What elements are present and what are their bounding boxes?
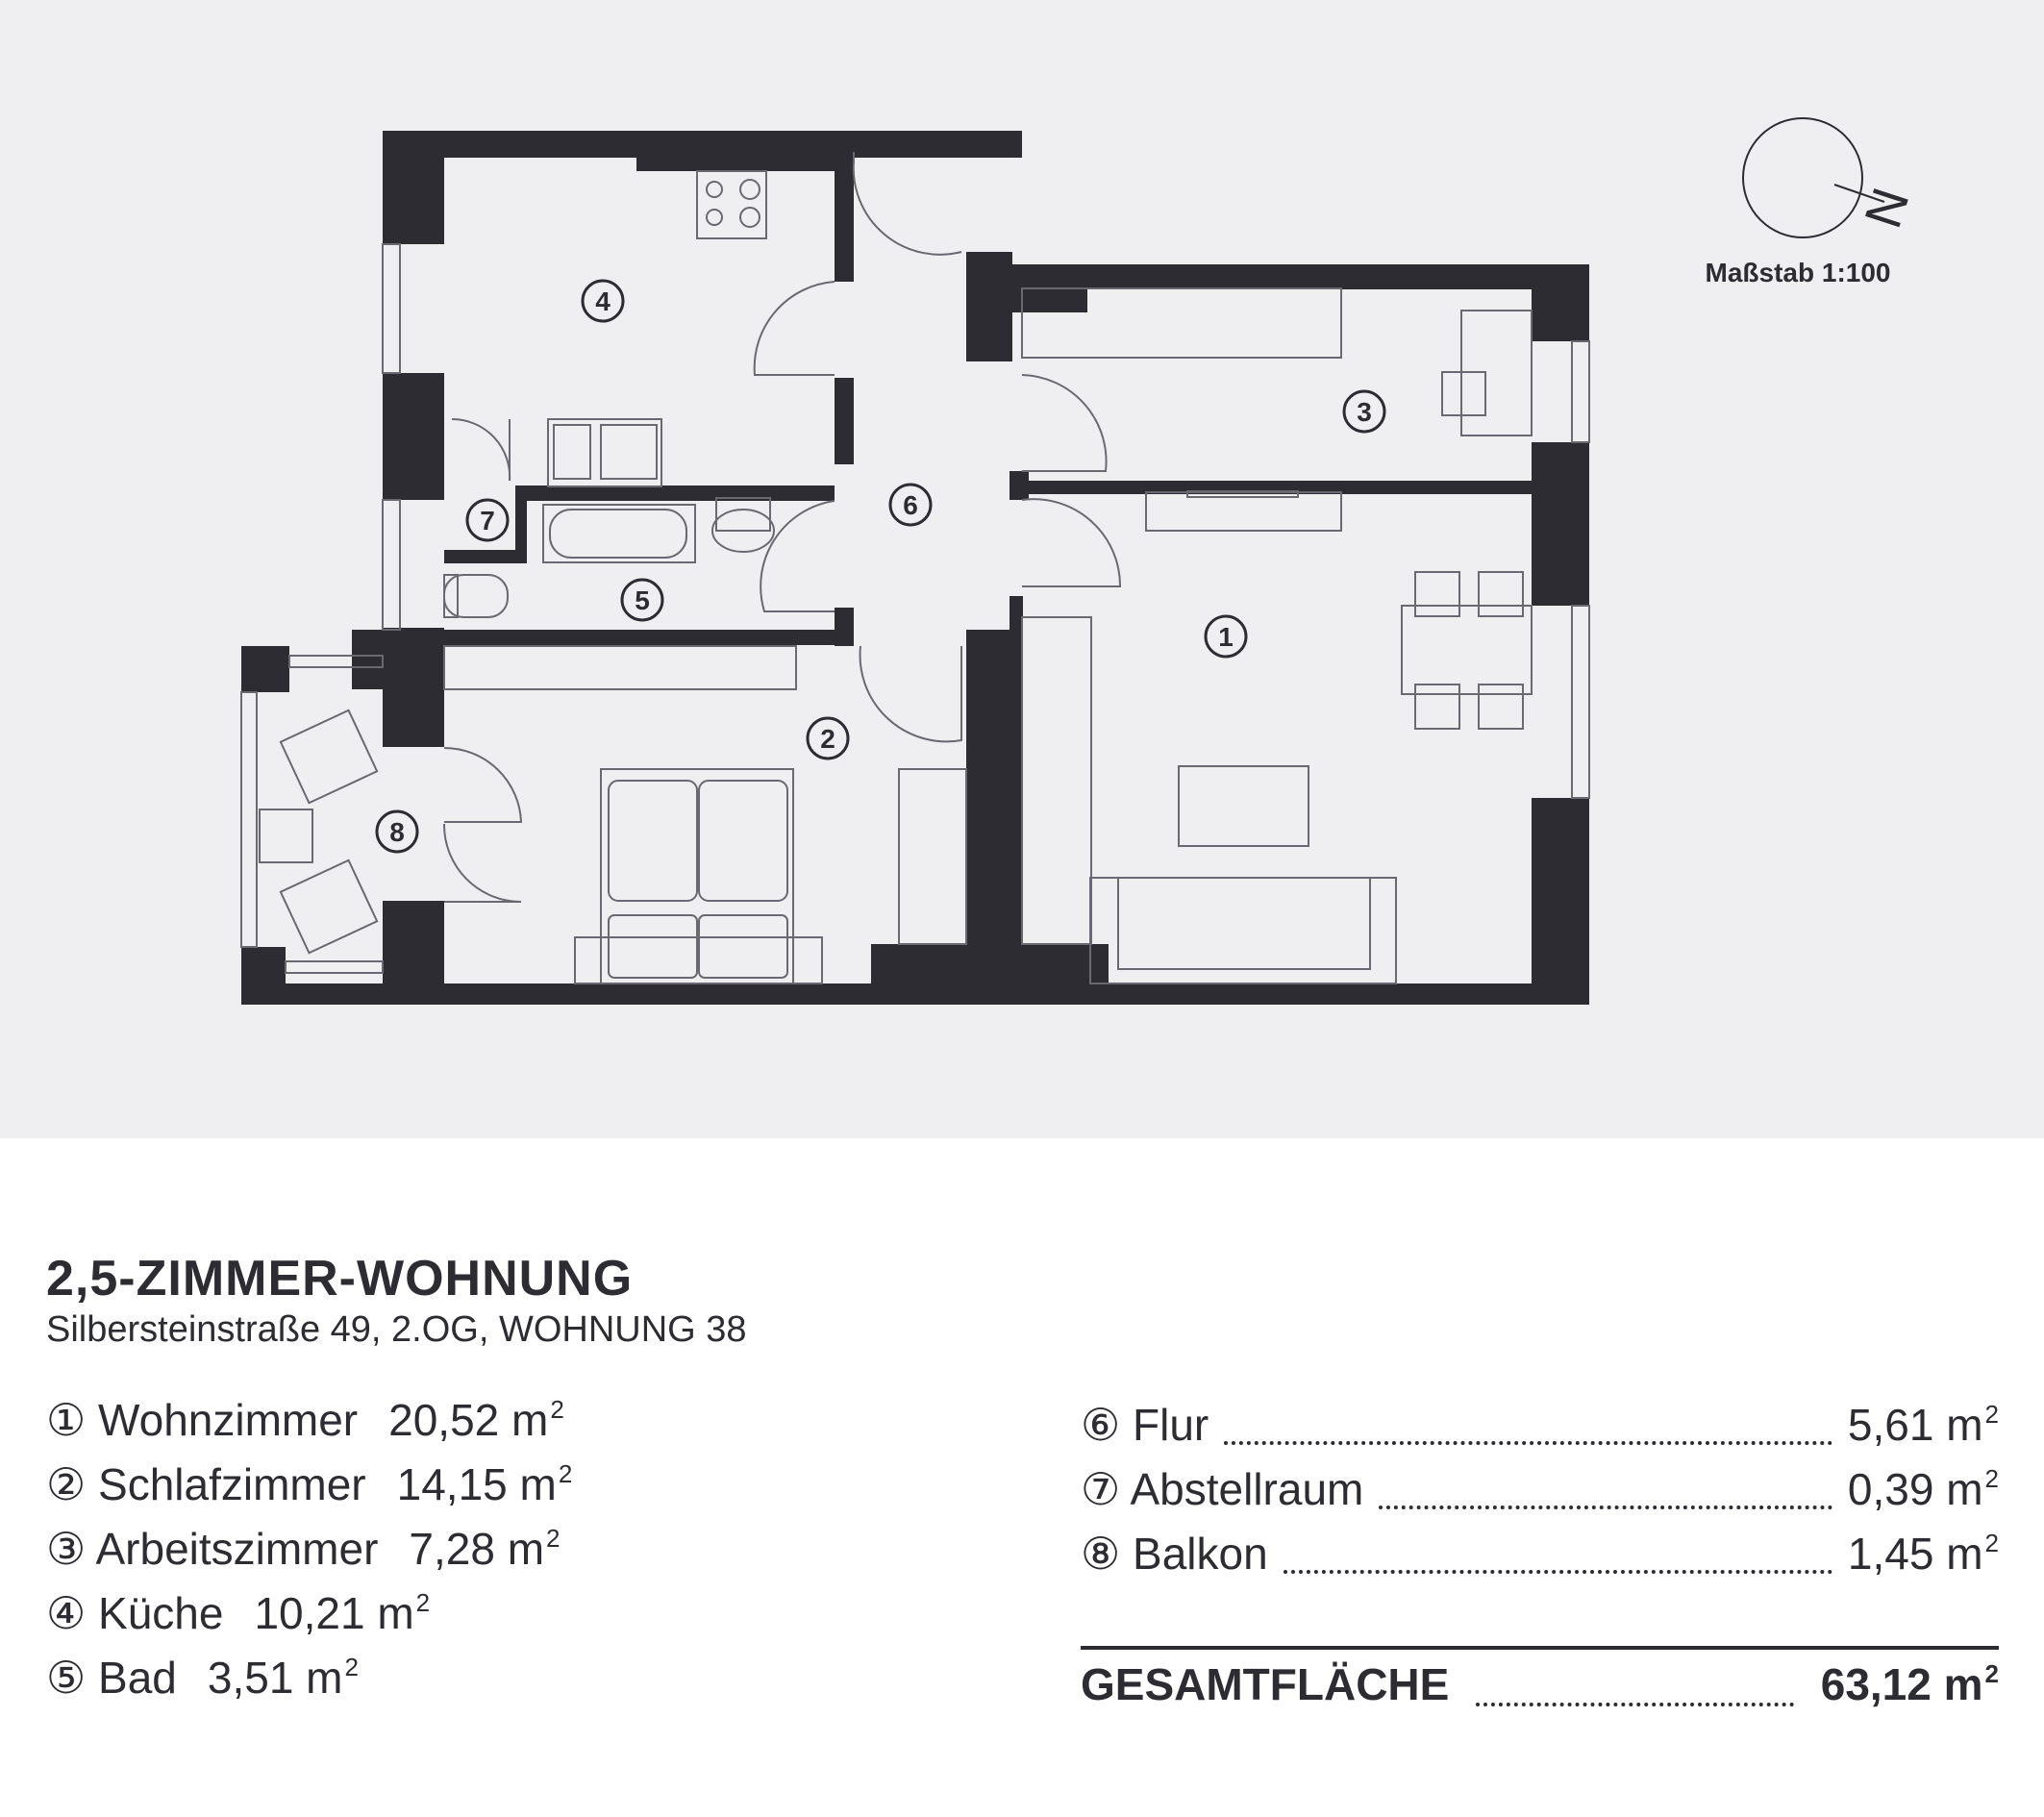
- dining-chair: [1479, 572, 1523, 616]
- window: [383, 244, 400, 373]
- dining-chair: [1479, 684, 1523, 729]
- svg-text:1: 1: [1218, 622, 1234, 652]
- wall: [383, 131, 444, 244]
- wardrobe: [444, 646, 796, 689]
- room-row: [1081, 1528, 1999, 1585]
- room-label: ⑧ Balkon: [1081, 1529, 1268, 1579]
- sink: [548, 419, 661, 486]
- wall: [1532, 442, 1589, 606]
- wall: [383, 901, 444, 1005]
- sofa: [1090, 878, 1396, 983]
- room-label: ④ Küche: [46, 1588, 224, 1638]
- room-row: [1081, 1399, 1999, 1456]
- room-label: ③ Arbeitszimmer: [46, 1524, 379, 1574]
- room-row: [46, 1523, 561, 1581]
- sink-basin: [554, 425, 590, 479]
- listing-address: Silbersteinstraße 49, 2.OG, WOHNUNG 38: [46, 1309, 747, 1350]
- svg-text:7: 7: [480, 506, 495, 535]
- listing-title: 2,5-ZIMMER-WOHNUNG: [46, 1251, 634, 1307]
- sideboard: [1022, 617, 1091, 944]
- window: [1572, 606, 1589, 798]
- door-swing: [760, 501, 835, 611]
- wall: [444, 630, 843, 645]
- door-swing: [860, 646, 961, 741]
- sofa-seat: [1118, 878, 1370, 969]
- leader-dots: [1476, 1703, 1793, 1706]
- wall: [966, 630, 1022, 1005]
- room-row: [1081, 1463, 1999, 1521]
- svg-text:5: 5: [635, 585, 650, 615]
- total-area: 63,12 $m^2$: [1820, 1659, 1999, 1709]
- door-swing: [444, 824, 521, 902]
- room-row: [46, 1458, 572, 1516]
- room-area: 1,45 $m^2$: [1847, 1529, 1999, 1579]
- room-marker-3: [1344, 391, 1384, 432]
- stove-burner: [707, 210, 722, 225]
- room-label: ② Schlafzimmer: [46, 1459, 366, 1509]
- blanket: [609, 915, 697, 978]
- dining-chair: [1415, 572, 1459, 616]
- pillow: [699, 781, 787, 901]
- window: [1572, 341, 1589, 442]
- door-swing: [854, 152, 961, 255]
- door-swing: [755, 282, 835, 375]
- room-row: [46, 1652, 359, 1709]
- wall: [835, 608, 854, 646]
- total-row: [1081, 1658, 1999, 1716]
- svg-text:6: 6: [903, 490, 918, 520]
- room-area: 0,39 $m^2$: [1847, 1464, 1999, 1514]
- stove-burner: [740, 208, 760, 227]
- balcony-chair: [281, 710, 377, 803]
- wall: [383, 373, 444, 500]
- room-label: ⑤ Bad: [46, 1653, 177, 1703]
- room-row: [46, 1394, 564, 1452]
- svg-text:3: 3: [1357, 397, 1372, 427]
- balcony-table: [260, 809, 312, 862]
- wall: [515, 485, 835, 501]
- dining-table: [1402, 606, 1532, 694]
- stove-burner: [740, 180, 760, 199]
- total-divider: [1081, 1646, 1999, 1650]
- blanket: [699, 915, 787, 978]
- wall: [1022, 944, 1109, 1005]
- wall: [241, 947, 286, 1005]
- door-swing: [1022, 375, 1107, 471]
- svg-text:2: 2: [820, 724, 835, 754]
- furniture: [260, 171, 1532, 983]
- room-area: 3,51 $m^2$: [207, 1653, 359, 1703]
- toilet-tank: [444, 575, 458, 617]
- dresser: [899, 769, 966, 944]
- balcony-chair: [281, 860, 377, 953]
- total-label: GESAMTFLÄCHE: [1081, 1659, 1450, 1709]
- room-area: 14,15 $m^2$: [396, 1459, 573, 1509]
- room-marker-4: [583, 281, 623, 321]
- toilet: [444, 575, 508, 617]
- room-marker-1: [1206, 616, 1246, 657]
- bathtub: [543, 505, 695, 562]
- bathtub-inner: [550, 510, 686, 558]
- wall: [636, 131, 838, 171]
- room-marker-5: [622, 580, 662, 620]
- stove-burner: [707, 182, 722, 197]
- room-marker-6: [890, 485, 931, 525]
- wall: [1532, 264, 1589, 341]
- leader-dots: [1224, 1441, 1832, 1445]
- leader-dots: [1379, 1506, 1832, 1509]
- room-marker-2: [808, 718, 848, 759]
- door-swing: [452, 419, 510, 481]
- pillow: [609, 781, 697, 901]
- wall: [444, 550, 527, 563]
- room-area: 5,61 $m^2$: [1847, 1400, 1999, 1450]
- walls: [241, 131, 1589, 1005]
- window: [383, 500, 400, 630]
- balcony-rail: [286, 961, 383, 973]
- leader-dots: [1284, 1570, 1832, 1574]
- coffee-table: [1179, 766, 1309, 846]
- sink-drainer: [601, 425, 657, 479]
- door-swing: [1022, 499, 1120, 586]
- wall: [835, 378, 854, 464]
- north-compass-icon: [1743, 118, 1920, 237]
- room-label: ⑦ Abstellraum: [1081, 1464, 1364, 1514]
- balcony-rail: [241, 692, 257, 947]
- chair: [1442, 372, 1485, 415]
- room-area: 20,52 $m^2$: [388, 1395, 564, 1445]
- door-swing: [444, 748, 521, 822]
- wall: [835, 152, 854, 282]
- room-label: ① Wohnzimmer: [46, 1395, 359, 1445]
- svg-text:4: 4: [595, 286, 611, 316]
- wall: [1532, 798, 1589, 1005]
- room-label: ⑥ Flur: [1081, 1400, 1209, 1450]
- wall: [444, 131, 636, 152]
- wall: [241, 646, 289, 692]
- room-marker-8: [377, 811, 417, 852]
- svg-text:8: 8: [389, 817, 405, 847]
- scale-label: Maßstab 1:100: [1705, 258, 1891, 287]
- wall: [871, 944, 967, 1005]
- north-label: N: [1854, 181, 1921, 236]
- room-area: 7,28 $m^2$: [409, 1524, 561, 1574]
- dining-chair: [1415, 684, 1459, 729]
- room-marker-7: [467, 500, 508, 540]
- room-area: 10,21 $m^2$: [254, 1588, 431, 1638]
- wall: [352, 630, 444, 689]
- room-row: [46, 1587, 430, 1645]
